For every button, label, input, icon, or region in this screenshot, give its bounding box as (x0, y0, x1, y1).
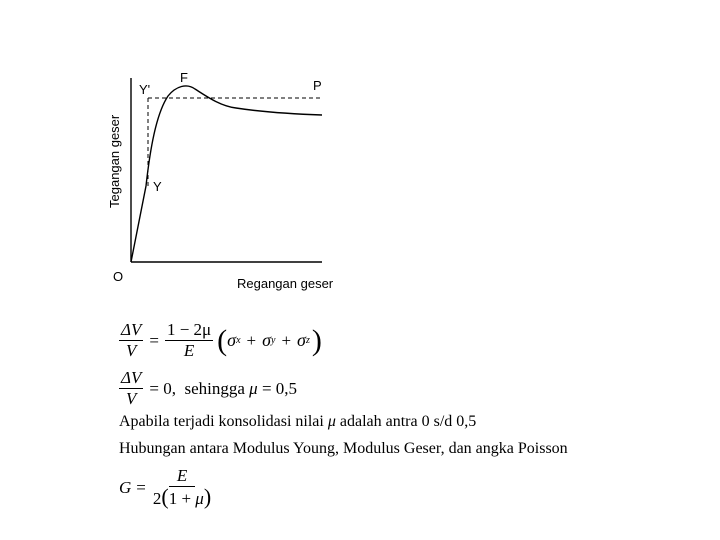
mu-symbol: μ (195, 489, 204, 508)
plus-sign: + (246, 330, 257, 350)
fraction-denominator (151, 484, 213, 509)
den-two: 2 (152, 489, 162, 508)
volume-strain-fraction (119, 320, 143, 361)
sigma-y: σ (262, 330, 271, 350)
fraction-denominator: V (125, 341, 137, 360)
equation-text: = 0, sehingga (149, 378, 250, 398)
shear-modulus-fraction (151, 466, 213, 509)
mu-symbol: μ (327, 413, 336, 430)
modulus-relation-text: Hubungan antara Modulus Young, Modulus Geser, dan angka Poisson (119, 440, 568, 457)
origin-label: O (113, 269, 124, 284)
poisson-fraction (165, 320, 213, 361)
open-paren: ( (217, 323, 228, 357)
zero-volume-strain-equation (119, 368, 297, 409)
equation-text: = 0,5 (257, 378, 298, 398)
sigma-z: σ (297, 330, 306, 350)
equals-sign: = (136, 477, 146, 497)
fraction-numerator: ΔV (121, 368, 142, 387)
point-label-p: P (313, 78, 322, 93)
shear-modulus-symbol: G (119, 477, 132, 497)
point-label-y: Y (153, 179, 162, 194)
stress-strain-curve (131, 86, 322, 262)
y-axis-label: Tegangan geser (107, 114, 122, 208)
fraction-numerator: 1 − 2μ (166, 320, 212, 339)
point-label-f: F (180, 70, 188, 85)
plus-sign: + (281, 330, 292, 350)
mu-symbol: μ (249, 378, 258, 398)
open-paren: ( (161, 484, 169, 509)
point-label-y-prime: Y' (139, 82, 151, 97)
subscript-y: y (271, 335, 276, 346)
volume-strain-equation (119, 320, 322, 361)
shear-modulus-equation (119, 466, 213, 509)
subscript-z: z (305, 335, 310, 346)
fraction-denominator: V (125, 389, 137, 408)
fraction-denominator: E (183, 341, 195, 360)
plus-sign: + (177, 489, 196, 508)
fraction-numerator: ΔV (121, 320, 142, 339)
den-one: 1 (168, 489, 178, 508)
consolidation-text (119, 413, 476, 431)
x-axis-label: Regangan geser (237, 276, 334, 291)
text-segment: Apabila terjadi konsolidasi nilai (119, 413, 328, 430)
close-paren: ) (311, 323, 322, 357)
close-paren: ) (203, 484, 212, 509)
subscript-x: x (236, 335, 241, 346)
equals-sign: = (149, 330, 159, 350)
volume-strain-fraction (119, 368, 143, 409)
fraction-numerator: E (169, 466, 195, 487)
text-segment: adalah antra 0 s/d 0,5 (335, 413, 477, 430)
sigma-x: σ (227, 330, 237, 350)
